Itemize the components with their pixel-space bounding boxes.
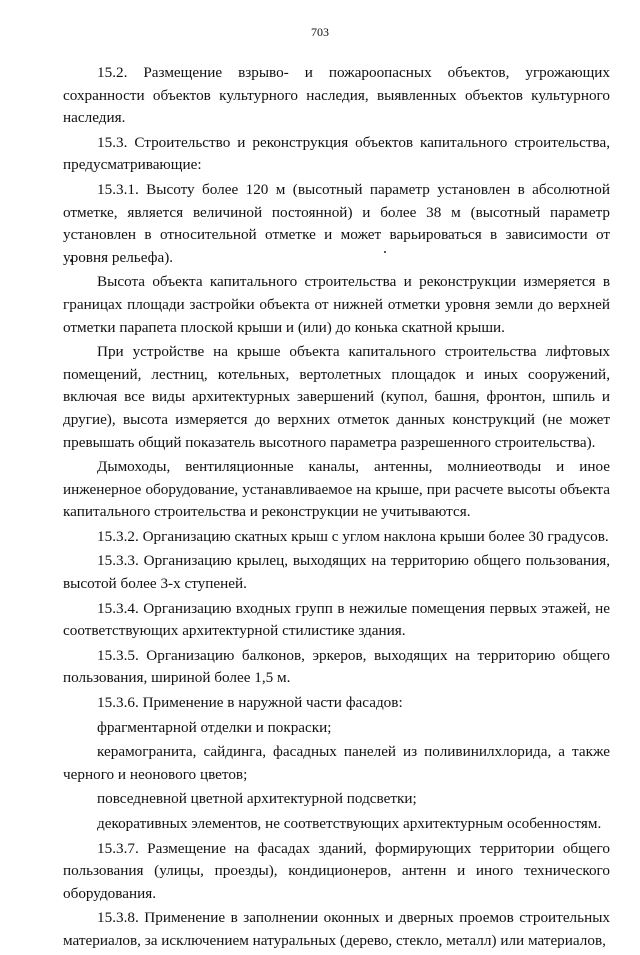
paragraph-15-3-4: 15.3.4. Организацию входных групп в нежилые помещения первых этажей, не соответствующих архитектурной стилистике здания.	[63, 599, 610, 640]
paragraph-15-2: 15.2. Размещение взрыво- и пожароопасных объектов, угрожающих сохранности объектов культурного наследия, выявленных объектов культурного наследия.	[63, 64, 610, 127]
paragraph-15-3-5: 15.3.5. Организацию балконов, эркеров, выходящих на территорию общего пользования, шириной более 1,5 м.	[63, 646, 610, 687]
list-item-decorative-elements: декоративных элементов, не соответствующих архитектурным особенностям.	[97, 815, 602, 832]
page-number: 703	[311, 25, 329, 39]
paragraph-height-measurement: Высота объекта капитального строительства и реконструкции измеряется в границах площади застройки объекта от нижней отметки уровня земли до верхней отметки парапета плоской крыши и (или) до конька скатной крыши.	[63, 273, 610, 336]
paragraph-15-3-6: 15.3.6. Применение в наружной части фасадов:	[97, 694, 403, 712]
list-item-fragmentary-finish: фрагментарной отделки и покраски;	[97, 718, 332, 736]
paragraph-15-3-2: 15.3.2. Организацию скатных крыш с углом наклона крыши более 30 градусов.	[97, 527, 609, 545]
paragraph-15-3-1: 15.3.1. Высоту более 120 м (высотный параметр установлен в абсолютной отметке, является величиной постоянной) и более 38 м (высотный параметр установлен в относительной отметке и может варьироваться в зависимости от уровня рельефа).	[63, 180, 610, 266]
document-body	[63, 62, 610, 955]
paragraph-15-3: 15.3. Строительство и реконструкция объектов капитального строительства, предусматривающие:	[63, 133, 610, 174]
paragraph-15-3-8: 15.3.8. Применение в заполнении оконных и дверных проемов строительных материалов, за исключением натуральных (дерево, стекло, металл) или материалов,	[63, 909, 610, 949]
list-item-color-lighting: повседневной цветной архитектурной подсветки;	[97, 790, 417, 808]
list-item-porcelain-siding: керамогранита, сайдинга, фасадных панелей из поливинилхлорида, а также черного и неонового цветов;	[63, 743, 610, 783]
paragraph-roof-structures: При устройстве на крыше объекта капитального строительства лифтовых помещений, лестниц, котельных, вертолетных площадок и иных сооружений, включая все виды архитектурных завершений (купол, башня, фронтон, шпиль и другие), высота измеряется до верхних отметок данных конструкций (не может превышать общий показатель высотного параметра разрешенного строительства).	[63, 343, 610, 451]
paragraph-15-3-7: 15.3.7. Размещение на фасадах зданий, формирующих территории общего пользования (улицы, проезды), кондиционеров, антенн и иного технического оборудования.	[63, 839, 610, 902]
paragraph-15-3-3: 15.3.3. Организацию крылец, выходящих на территорию общего пользования, высотой более 3-х ступеней.	[63, 552, 610, 593]
paragraph-chimneys: Дымоходы, вентиляционные каналы, антенны, молниеотводы и иное инженерное оборудование, устанавливаемое на крыше, при расчете высоты объекта капитального строительства и реконструкции не учитываются.	[63, 458, 610, 521]
